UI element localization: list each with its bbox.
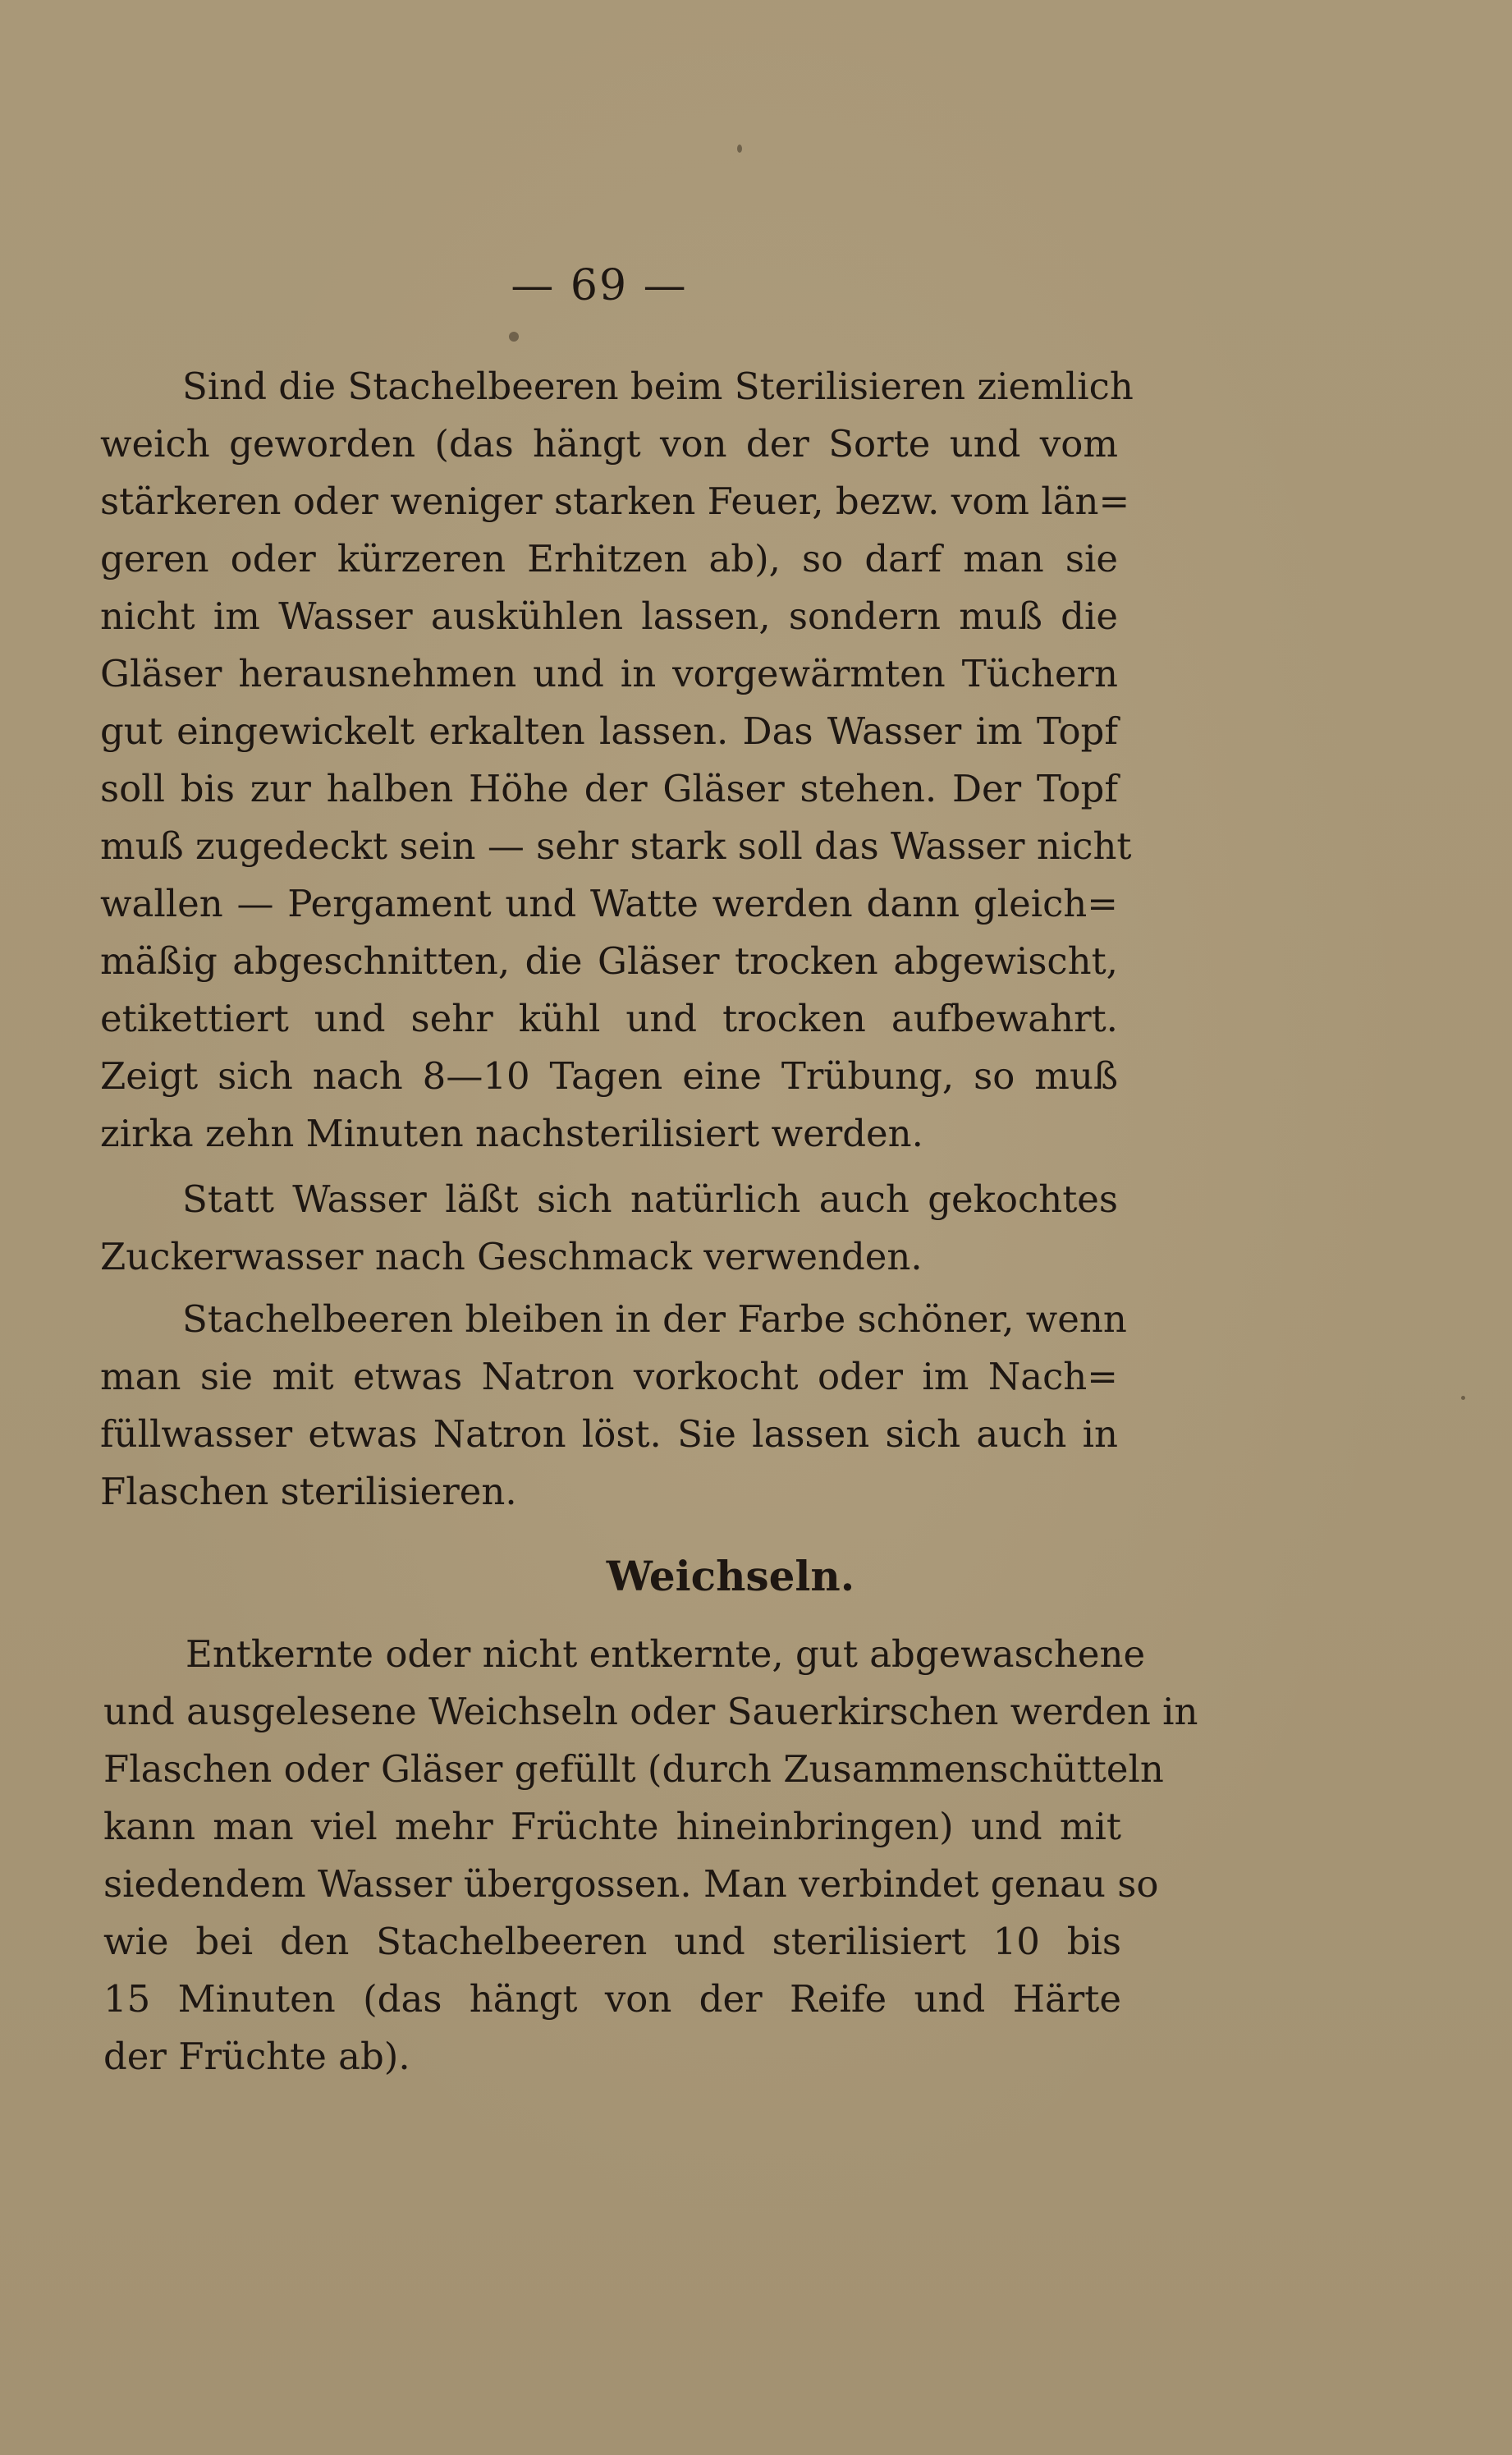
text-line: Flaschen oder Gläser gefüllt (durch Zusammenschütteln bbox=[103, 1747, 1164, 1791]
text-line: etikettiert und sehr kühl und trocken aufbewahrt. bbox=[100, 997, 1118, 1040]
paragraph-2 bbox=[100, 1171, 1118, 1286]
text-line: man sie mit etwas Natron vorkocht oder im Nach= bbox=[100, 1355, 1118, 1398]
text-line: siedendem Wasser übergossen. Man verbindet genau so bbox=[103, 1862, 1159, 1906]
paper-speck bbox=[509, 332, 519, 342]
text-line: Entkernte oder nicht entkernte, gut abgewaschene bbox=[186, 1632, 1146, 1676]
text-line: soll bis zur halben Höhe der Gläser stehen. Der Topf bbox=[100, 767, 1118, 810]
text-line: stärkeren oder weniger starken Feuer, bezw. vom län= bbox=[100, 480, 1130, 523]
text-line: zirka zehn Minuten nachsterilisiert werden. bbox=[100, 1112, 923, 1155]
text-line: 15 Minuten (das hängt von der Reife und Härte bbox=[103, 1977, 1121, 2021]
text-line: Flaschen sterilisieren. bbox=[100, 1470, 517, 1513]
text-line: Zeigt sich nach 8—10 Tagen eine Trübung, so muß bbox=[100, 1054, 1118, 1098]
text-line: mäßig abgeschnitten, die Gläser trocken abgewischt, bbox=[100, 939, 1118, 983]
text-line: Statt Wasser läßt sich natürlich auch gekochtes bbox=[182, 1177, 1118, 1221]
text-line: gut eingewickelt erkalten lassen. Das Wasser im Topf bbox=[100, 709, 1118, 753]
text-line: kann man viel mehr Früchte hineinbringen) und mit bbox=[103, 1805, 1121, 1848]
text-line: Zuckerwasser nach Geschmack verwenden. bbox=[100, 1235, 923, 1278]
page-number: — 69 — bbox=[511, 261, 688, 310]
text-line: und ausgelesene Weichseln oder Sauerkirschen werden in bbox=[103, 1690, 1198, 1733]
paper-speck bbox=[737, 145, 742, 153]
text-line: Gläser herausnehmen und in vorgewärmten Tüchern bbox=[100, 652, 1118, 695]
section-paragraph-1 bbox=[103, 1626, 1198, 2086]
text-line: Stachelbeeren bleiben in der Farbe schöner, wenn bbox=[182, 1297, 1127, 1341]
text-line: Sind die Stachelbeeren beim Sterilisieren ziemlich bbox=[182, 365, 1134, 408]
paper-speck bbox=[1461, 1396, 1465, 1400]
text-line: muß zugedeckt sein — sehr stark soll das Wasser nicht bbox=[100, 824, 1132, 868]
text-line: wallen — Pergament und Watte werden dann gleich= bbox=[100, 882, 1118, 925]
text-line: geren oder kürzeren Erhitzen ab), so darf man sie bbox=[100, 537, 1118, 580]
paragraph-3 bbox=[100, 1291, 1127, 1521]
text-line: weich geworden (das hängt von der Sorte und vom bbox=[100, 422, 1118, 466]
text-line: der Früchte ab). bbox=[103, 2035, 410, 2078]
text-line: nicht im Wasser auskühlen lassen, sondern muß die bbox=[100, 594, 1118, 638]
paragraph-1 bbox=[100, 358, 1134, 1163]
text-line: füllwasser etwas Natron löst. Sie lassen sich auch in bbox=[100, 1412, 1118, 1456]
text-line: wie bei den Stachelbeeren und sterilisiert 10 bis bbox=[103, 1920, 1121, 1963]
section-heading: Weichseln. bbox=[606, 1552, 855, 1600]
